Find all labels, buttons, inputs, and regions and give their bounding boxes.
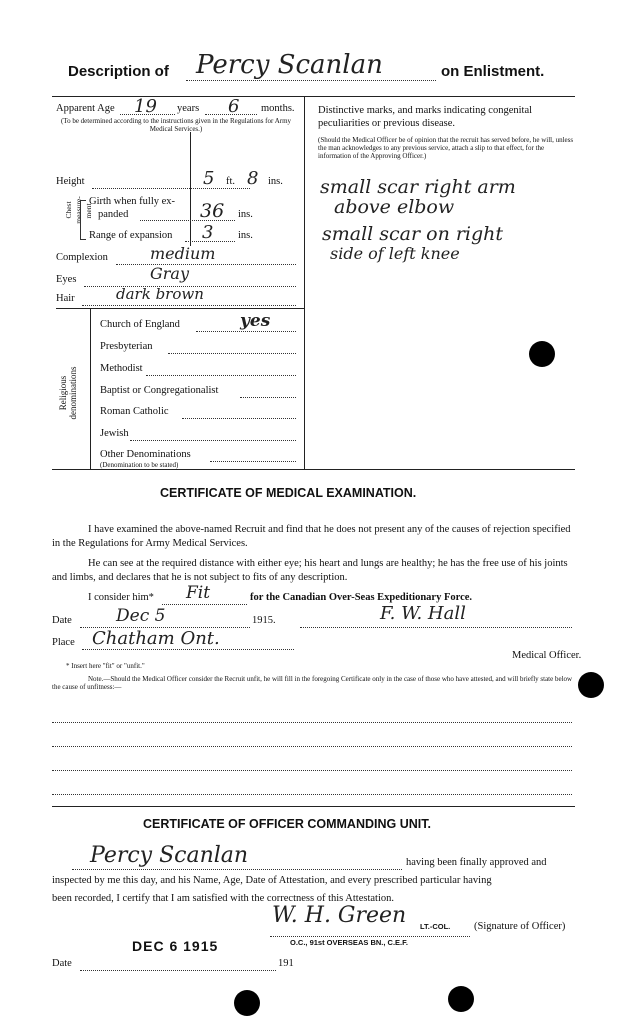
chest-bracket <box>80 200 86 240</box>
unfitness-line-1 <box>52 722 572 723</box>
signature-label: (Signature of Officer) <box>474 921 566 932</box>
religion-line-baptist <box>240 397 296 398</box>
religion-line-jewish <box>130 440 296 441</box>
height-label: Height <box>56 176 85 187</box>
chest-label: Chest measure-ment. <box>64 196 93 224</box>
unfitness-line-2 <box>52 746 572 747</box>
officer-text-2: inspected by me this day, and his Name, Age, Date of Attestation, and every prescribed particular having <box>52 875 492 886</box>
officer-recruit-name: Percy Scanlan <box>90 843 249 868</box>
officer-year-label: 191 <box>278 958 294 969</box>
chest-divider <box>190 132 191 246</box>
ins-label: ins. <box>268 176 283 187</box>
officer-text-1: having been finally approved and <box>406 857 547 868</box>
religion-label: Religious denominations <box>58 366 78 420</box>
religion-label-methodist: Methodist <box>100 363 143 374</box>
name-line <box>186 80 436 81</box>
officer-name-line <box>72 869 402 870</box>
medical-signature-line <box>300 627 572 628</box>
consider-value: Fit <box>186 583 211 603</box>
date-label: Date <box>52 615 72 626</box>
girth-label: Girth when fully ex- <box>89 196 176 207</box>
marks-note: (Should the Medical Officer be of opinion that the recruit has served before, he will, unless the man acknowledges to any previous service, attach a slip to that effect, for the information of the Approving Officer.) <box>318 136 574 160</box>
range-ins-label: ins. <box>238 230 253 241</box>
religion-label-baptist: Baptist or Congregationalist <box>100 385 219 396</box>
nota-note: Note.—Should the Medical Officer consider the Recruit unfit, he will fill in the foregoing Certificate only in the case of those who have attested, and will briefly state below the cause of unfitness:— <box>52 675 573 691</box>
medical-paragraph-1: I have examined the above-named Recruit and find that he does not present any of the causes of rejection specified in the Regulations for Army Medical Services. <box>52 524 571 549</box>
medical-signature: F. W. Hall <box>380 603 466 624</box>
officer-signature: W. H. Green <box>272 903 407 928</box>
consider-label: I consider him* <box>88 592 154 603</box>
unfitness-line-3 <box>52 770 572 771</box>
religion-label-catholic: Roman Catholic <box>100 406 169 417</box>
religion-label-presbyterian: Presbyterian <box>100 341 153 352</box>
eyes-label: Eyes <box>56 274 77 285</box>
other-denomination-note: (Denomination to be stated) <box>100 461 179 469</box>
years-label: years <box>177 103 200 114</box>
apparent-age-label: Apparent Age <box>56 103 115 114</box>
officer-date-label: Date <box>52 958 72 969</box>
medical-paragraph-2: He can see at the required distance with either eye; his heart and lungs are healthy; he has the free use of his joints and limbs, and declares that he is not subject to fits of any description. <box>52 558 568 583</box>
section-bottom-rule <box>52 469 575 470</box>
height-ft-value: 5 <box>203 168 215 189</box>
marks-heading: Distinctive marks, and marks indicating congenital peculiarities or previous disease. <box>318 105 533 129</box>
year-value: 1915. <box>252 615 276 626</box>
punch-hole <box>448 986 474 1012</box>
months-label: months. <box>261 103 295 114</box>
consider-suffix: for the Canadian Over-Seas Expeditionary Force. <box>250 592 473 603</box>
religion-value-church: yes <box>240 311 271 331</box>
officer-title: CERTIFICATE OF OFFICER COMMANDING UNIT. <box>143 817 431 831</box>
range-label: Range of expansion <box>89 230 173 241</box>
top-rule <box>52 96 575 97</box>
middle-divider <box>304 96 305 469</box>
insert-note: * Insert here "fit" or "unfit." <box>66 662 145 670</box>
complexion-label: Complexion <box>56 252 108 263</box>
religion-divider <box>90 308 91 469</box>
hair-label: Hair <box>56 293 75 304</box>
medical-bottom-rule <box>52 806 575 807</box>
date-value: Dec 5 <box>116 606 166 626</box>
place-value: Chatham Ont. <box>92 628 220 649</box>
date-stamp: DEC 6 1915 <box>132 938 219 954</box>
religion-line-presbyterian <box>168 353 296 354</box>
header-suffix: on Enlistment. <box>441 63 545 80</box>
punch-hole <box>578 672 604 698</box>
ft-label: ft. <box>226 176 236 187</box>
height-ft-line <box>92 188 250 189</box>
officer-text-3: been recorded, I certify that I am satisfied with the correctness of this Attestation. <box>52 893 395 904</box>
complexion-line <box>116 264 296 265</box>
religion-label-church: Church of England <box>100 319 180 330</box>
punch-hole <box>234 990 260 1016</box>
stamp-rank: LT.-COL. <box>420 922 451 931</box>
medical-title: CERTIFICATE OF MEDICAL EXAMINATION. <box>160 486 417 500</box>
consider-line <box>162 604 247 605</box>
place-label: Place <box>52 637 75 648</box>
range-value: 3 <box>202 222 214 243</box>
age-note: (To be determined according to the instructions given in the Regulations for Army Medical Services.) <box>60 117 292 133</box>
marks-line-2: above elbow <box>334 196 455 218</box>
marks-line-1: small scar right arm <box>320 176 516 198</box>
religion-top-rule <box>56 308 304 309</box>
age-years-value: 19 <box>134 96 157 117</box>
place-line <box>82 649 294 650</box>
religion-line-church <box>196 331 296 332</box>
officer-date-line <box>80 970 276 971</box>
stamp-unit: O.C., 91st OVERSEAS BN., C.E.F. <box>290 938 408 947</box>
girth-label-2: panded <box>98 209 129 220</box>
religion-line-other <box>210 461 296 462</box>
religion-label-other: Other Denominations <box>100 449 191 460</box>
recruit-name: Percy Scanlan <box>196 50 383 80</box>
girth-ins-label: ins. <box>238 209 253 220</box>
religion-line-methodist <box>146 375 296 376</box>
unfitness-line-4 <box>52 794 572 795</box>
eyes-value: Gray <box>150 264 190 283</box>
header-prefix: Description of <box>68 63 169 80</box>
hair-value: dark brown <box>116 285 204 303</box>
age-months-value: 6 <box>228 96 240 117</box>
hair-line <box>82 305 296 306</box>
girth-value: 36 <box>200 200 225 222</box>
height-ins-value: 8 <box>247 168 259 189</box>
religion-line-catholic <box>182 418 296 419</box>
officer-signature-line <box>270 936 470 937</box>
marks-line-4: side of left knee <box>330 244 460 263</box>
marks-line-3: small scar on right <box>322 223 504 245</box>
medical-officer-label: Medical Officer. <box>512 650 582 661</box>
religion-label-jewish: Jewish <box>100 428 129 439</box>
punch-hole <box>529 341 555 367</box>
complexion-value: medium <box>150 244 216 263</box>
